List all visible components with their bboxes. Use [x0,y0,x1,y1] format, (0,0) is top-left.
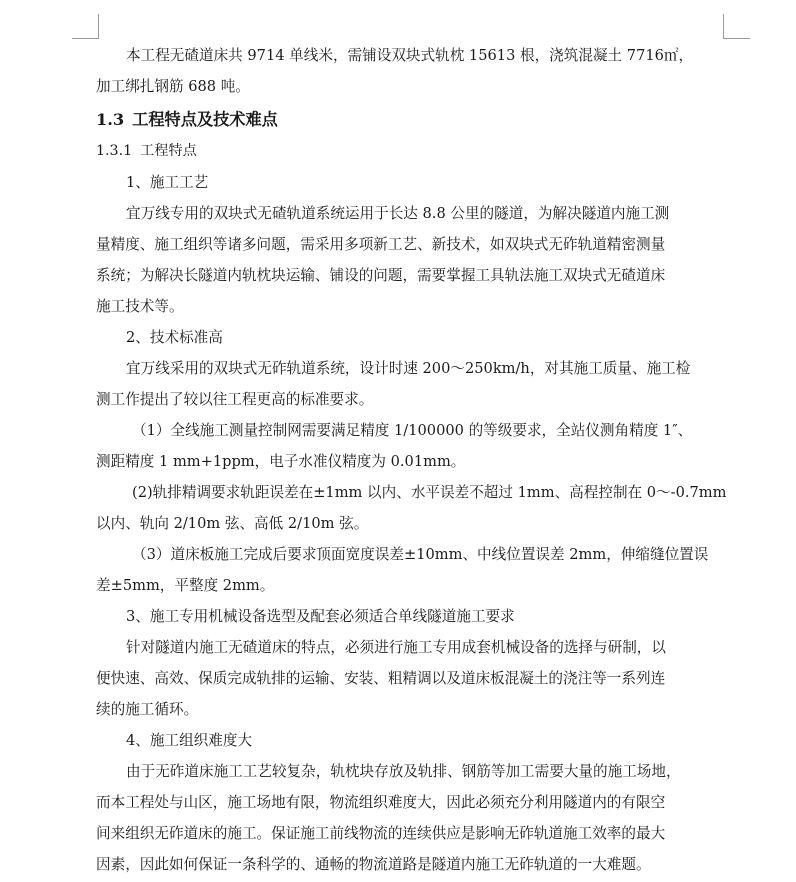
paragraph-line: （1）全线施工测量控制网需要满足精度 1/100000 的等级要求，全站仪测角精度 1″、 [132,422,693,439]
document-body [96,40,727,880]
paragraph-line: 便快速、高效、保质完成轨排的运输、安装、粗精调以及道床板混凝土的浇注等一系列连 [96,670,666,687]
paragraph-line: 而本工程处与山区，施工场地有限，物流组织难度大，因此必须充分利用隧道内的有限空 [96,794,666,811]
paragraph-line: 差±5mm，平整度 2mm。 [96,577,275,594]
crop-mark-top-left [72,14,99,39]
paragraph-line: 3、施工专用机械设备选型及配套必须适合单线隧道施工要求 [126,608,515,625]
paragraph-line: 由于无砟道床施工工艺较复杂，轨枕块存放及轨排、钢筋等加工需要大量的施工场地， [126,763,681,780]
paragraph-line: 测工作提出了较以往工程更高的标准要求。 [96,391,374,408]
paragraph-line: 宜万线采用的双块式无砟轨道系统，设计时速 200～250km/h，对其施工质量、施工检 [126,360,691,377]
heading-title: 工程特点 [140,143,197,159]
section-heading [96,107,722,133]
crop-mark-top-right [723,14,750,39]
heading-number: 1.3.1 [96,143,133,159]
paragraph-line: 针对隧道内施工无碴道床的特点，必须进行施工专用成套机械设备的选择与研制，以 [126,639,666,656]
paragraph-line: 测距精度 1 mm+1ppm，电子水准仪精度为 0.01mm。 [96,453,466,470]
paragraph-line: 间来组织无砟道床的施工。保证施工前线物流的连续供应是影响无砟轨道施工效率的最大 [96,825,666,842]
subsection-heading [96,137,722,166]
heading-title: 工程特点及技术难点 [132,110,278,129]
paragraph-line: 1、施工工艺 [126,174,209,191]
paragraph-line: 4、施工组织难度大 [126,732,253,749]
paragraph-line: 系统；为解决长隧道内轨枕块运输、铺设的问题，需要掌握工具轨法施工双块式无碴道床 [96,267,666,284]
paragraph-line: (2)轨排精调要求轨距误差在±1mm 以内、水平误差不超过 1mm、高程控制在 0～-0.7mm [132,484,727,501]
paragraph-line: （3）道床板施工完成后要求顶面宽度误差±10mm、中线位置误差 2mm，伸缩缝位置误 [132,546,709,563]
heading-number: 1.3 [96,110,125,129]
paragraph-line: 2、技术标准高 [126,329,223,346]
paragraph-line: 因素，因此如何保证一条科学的、通畅的物流道路是隧道内施工无砟轨道的一大难题。 [96,856,651,873]
paragraph-line: 本工程无碴道床共 9714 单线米，需铺设双块式轨枕 15613 根，浇筑混凝土 7716㎡， [126,47,694,64]
paragraph-line: 续的施工循环。 [96,701,199,718]
paragraph-line: 量精度、施工组织等诸多问题，需采用多项新工艺、新技术，如双块式无砟轨道精密测量 [96,236,666,253]
paragraph-line: 以内、轨向 2/10m 弦、高低 2/10m 弦。 [96,515,369,532]
paragraph-line: 加工绑扎钢筋 688 吨。 [96,78,250,95]
paragraph-line: 施工技术等。 [96,298,184,315]
paragraph-line: 宜万线专用的双块式无碴轨道系统运用于长达 8.8 公里的隧道，为解决隧道内施工测 [126,205,670,222]
